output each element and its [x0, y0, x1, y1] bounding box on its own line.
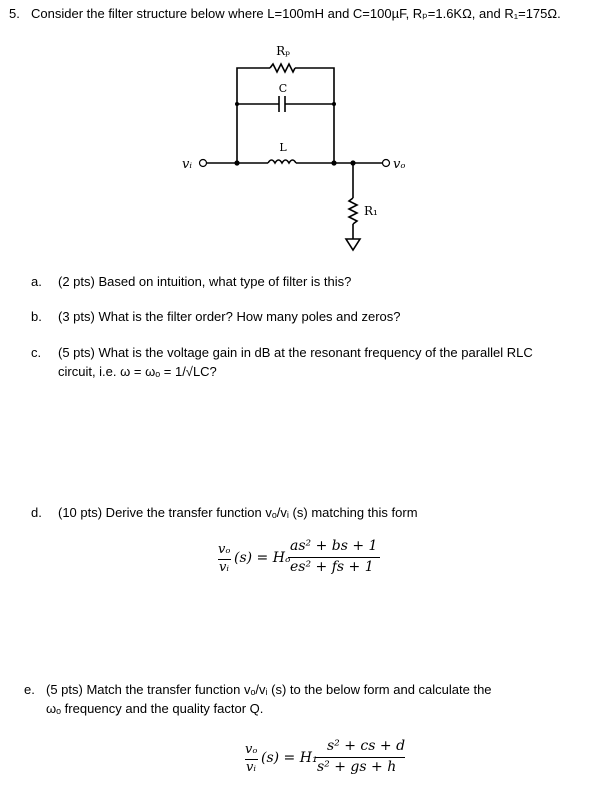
part-d-text: (10 pts) Derive the transfer function vₒ/vᵢ (s) matching this form: [58, 505, 418, 520]
eq-e-middle: (s) = H₁: [261, 750, 318, 766]
circuit-diagram: [0, 30, 595, 290]
resistor-rp: [270, 64, 295, 72]
eq-d-denominator: es² + fs + 1: [290, 559, 374, 575]
label-l: L: [279, 141, 287, 154]
vo-terminal: [383, 160, 390, 167]
ground-symbol: [346, 239, 360, 250]
eq-d-lhs-den: vᵢ: [219, 560, 229, 575]
vi-terminal: [200, 160, 207, 167]
resistor-r1: [349, 198, 357, 224]
equation-e: [245, 738, 415, 780]
part-e-letter: e.: [24, 682, 35, 697]
eq-d-middle: (s) = Hₒ: [234, 550, 291, 566]
eq-e-bar: [315, 757, 405, 758]
label-r1: R₁: [364, 204, 378, 218]
part-c-line2: circuit, i.e. ω = ωₒ = 1/√LC?: [58, 364, 217, 379]
problem-statement: Consider the filter structure below where L=100mH and C=100µF, Rₚ=1.6KΩ, and R₁=175Ω.: [31, 6, 561, 21]
label-c: C: [278, 82, 288, 95]
part-b-text: (3 pts) What is the filter order? How many poles and zeros?: [58, 309, 401, 324]
eq-e-denominator: s² + gs + h: [317, 759, 397, 775]
part-c-letter: c.: [31, 345, 42, 360]
part-d-letter: d.: [31, 505, 42, 520]
part-a-text: (2 pts) Based on intuition, what type of filter is this?: [58, 274, 352, 289]
part-e-line1: (5 pts) Match the transfer function vₒ/vᵢ (s) to the below form and calculate the: [46, 682, 492, 697]
label-rp: Rₚ: [276, 44, 290, 58]
problem-number: 5.: [9, 6, 20, 21]
inductor-l: [268, 160, 296, 163]
eq-d-lhs-num: vₒ: [218, 542, 231, 557]
eq-e-lhs-den: vᵢ: [246, 760, 256, 775]
part-c-line1: (5 pts) What is the voltage gain in dB at the resonant frequency of the parallel RLC: [58, 345, 533, 360]
equation-d: [218, 538, 388, 578]
eq-e-numerator: s² + cs + d: [327, 738, 406, 754]
eq-d-numerator: as² + bs + 1: [290, 538, 378, 554]
part-e-line2: ωₒ frequency and the quality factor Q.: [46, 701, 264, 716]
label-vo: vₒ: [393, 157, 406, 172]
part-b-letter: b.: [31, 309, 42, 324]
label-vi: vᵢ: [182, 157, 192, 172]
part-a-letter: a.: [31, 274, 42, 289]
eq-d-bar: [288, 557, 380, 558]
eq-e-lhs-num: vₒ: [245, 742, 258, 757]
